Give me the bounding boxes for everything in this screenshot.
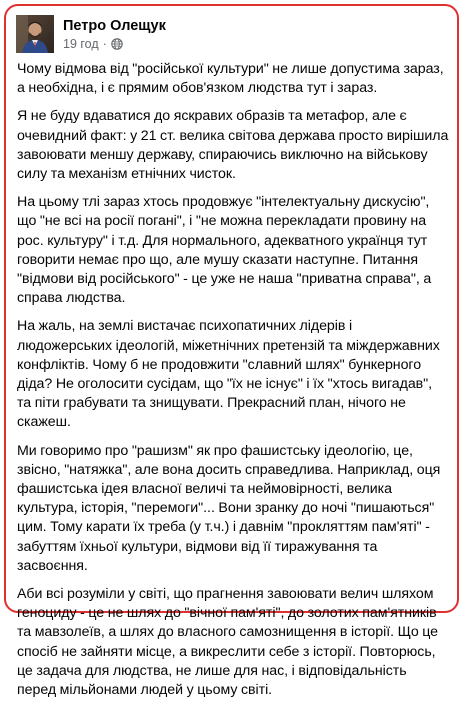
post-paragraph: На цьому тлі зараз хтось продовжує "інтелектуальну дискусію", що "не всі на росії погані", і "не можна перекладати провину на рос. культуру" і т.д. Для нормального, адекватного українця тут говорити немає про що, але мушу сказати наступне. Питання "відмови від російського" - це уже не наша "приватна справа", а справа людства. bbox=[17, 194, 432, 307]
post-header bbox=[16, 14, 166, 54]
post-paragraph: Я не буду вдаватися до яскравих образів та метафор, але є очевидний факт: у 21 ст. велика світова держава просто вирішила завоювати меншу державу, спираючись виключно на військову силу та механізм етнічних чисток. bbox=[17, 108, 449, 183]
globe-icon[interactable] bbox=[111, 38, 123, 50]
post-body bbox=[17, 60, 449, 709]
post-time-row bbox=[63, 36, 166, 52]
facebook-post bbox=[4, 4, 459, 699]
post-paragraph: Ми говоримо про "рашизм" як про фашистську ідеологію, це, звісно, "натяжка", але вона досить справедлива. Наприклад, оця фашистська ідея власної величі та неймовірності, велика культура, історія, "перемоги"... Вони зранку до ночі "пишаються" цим. Тому карати їх треба (у т.ч.) і давнім "прокляттям пам'яті" - забуттям їхньої культури, відмови від її тиражування та засвоєння. bbox=[17, 442, 441, 574]
avatar-photo bbox=[16, 15, 54, 53]
avatar[interactable] bbox=[16, 15, 54, 53]
post-paragraph: Аби всі розуміли у світі, що прагнення завоювати велич шляхом геноциду - це не шлях до "вічної пам'яті", до золотих пам'ятників та мавзолеїв, а шлях до власного самознищення в історії. Що це спосіб не зайняти місце, а викреслити себе з історії. Повторюсь, це задача для людства, не лише для нас, і відповідальність перед мільйонами людей у цьому світі. bbox=[17, 586, 439, 699]
post-timestamp[interactable]: 19 год bbox=[63, 36, 99, 51]
post-paragraph: Чому відмова від "російської культури" не лише допустима зараз, а необхідна, і є прямим обов'язком людства тут і зараз. bbox=[17, 61, 444, 97]
post-meta bbox=[63, 17, 166, 52]
separator-dot: · bbox=[102, 36, 107, 51]
post-paragraph: На жаль, на землі вистачає психопатичних лідерів і людожерських ідеологій, міжетнічних претензій та міждержавних конфліктів. Чому б не продовжити "славний шлях" бункерного діда? Не оголосити сусідам, що "їх не існує" і їх "хтось вигадав", та піти грабувати та знищувати. Прекрасний план, нічого не скажеш. bbox=[17, 318, 440, 431]
author-name[interactable]: Петро Олещук bbox=[63, 17, 166, 34]
